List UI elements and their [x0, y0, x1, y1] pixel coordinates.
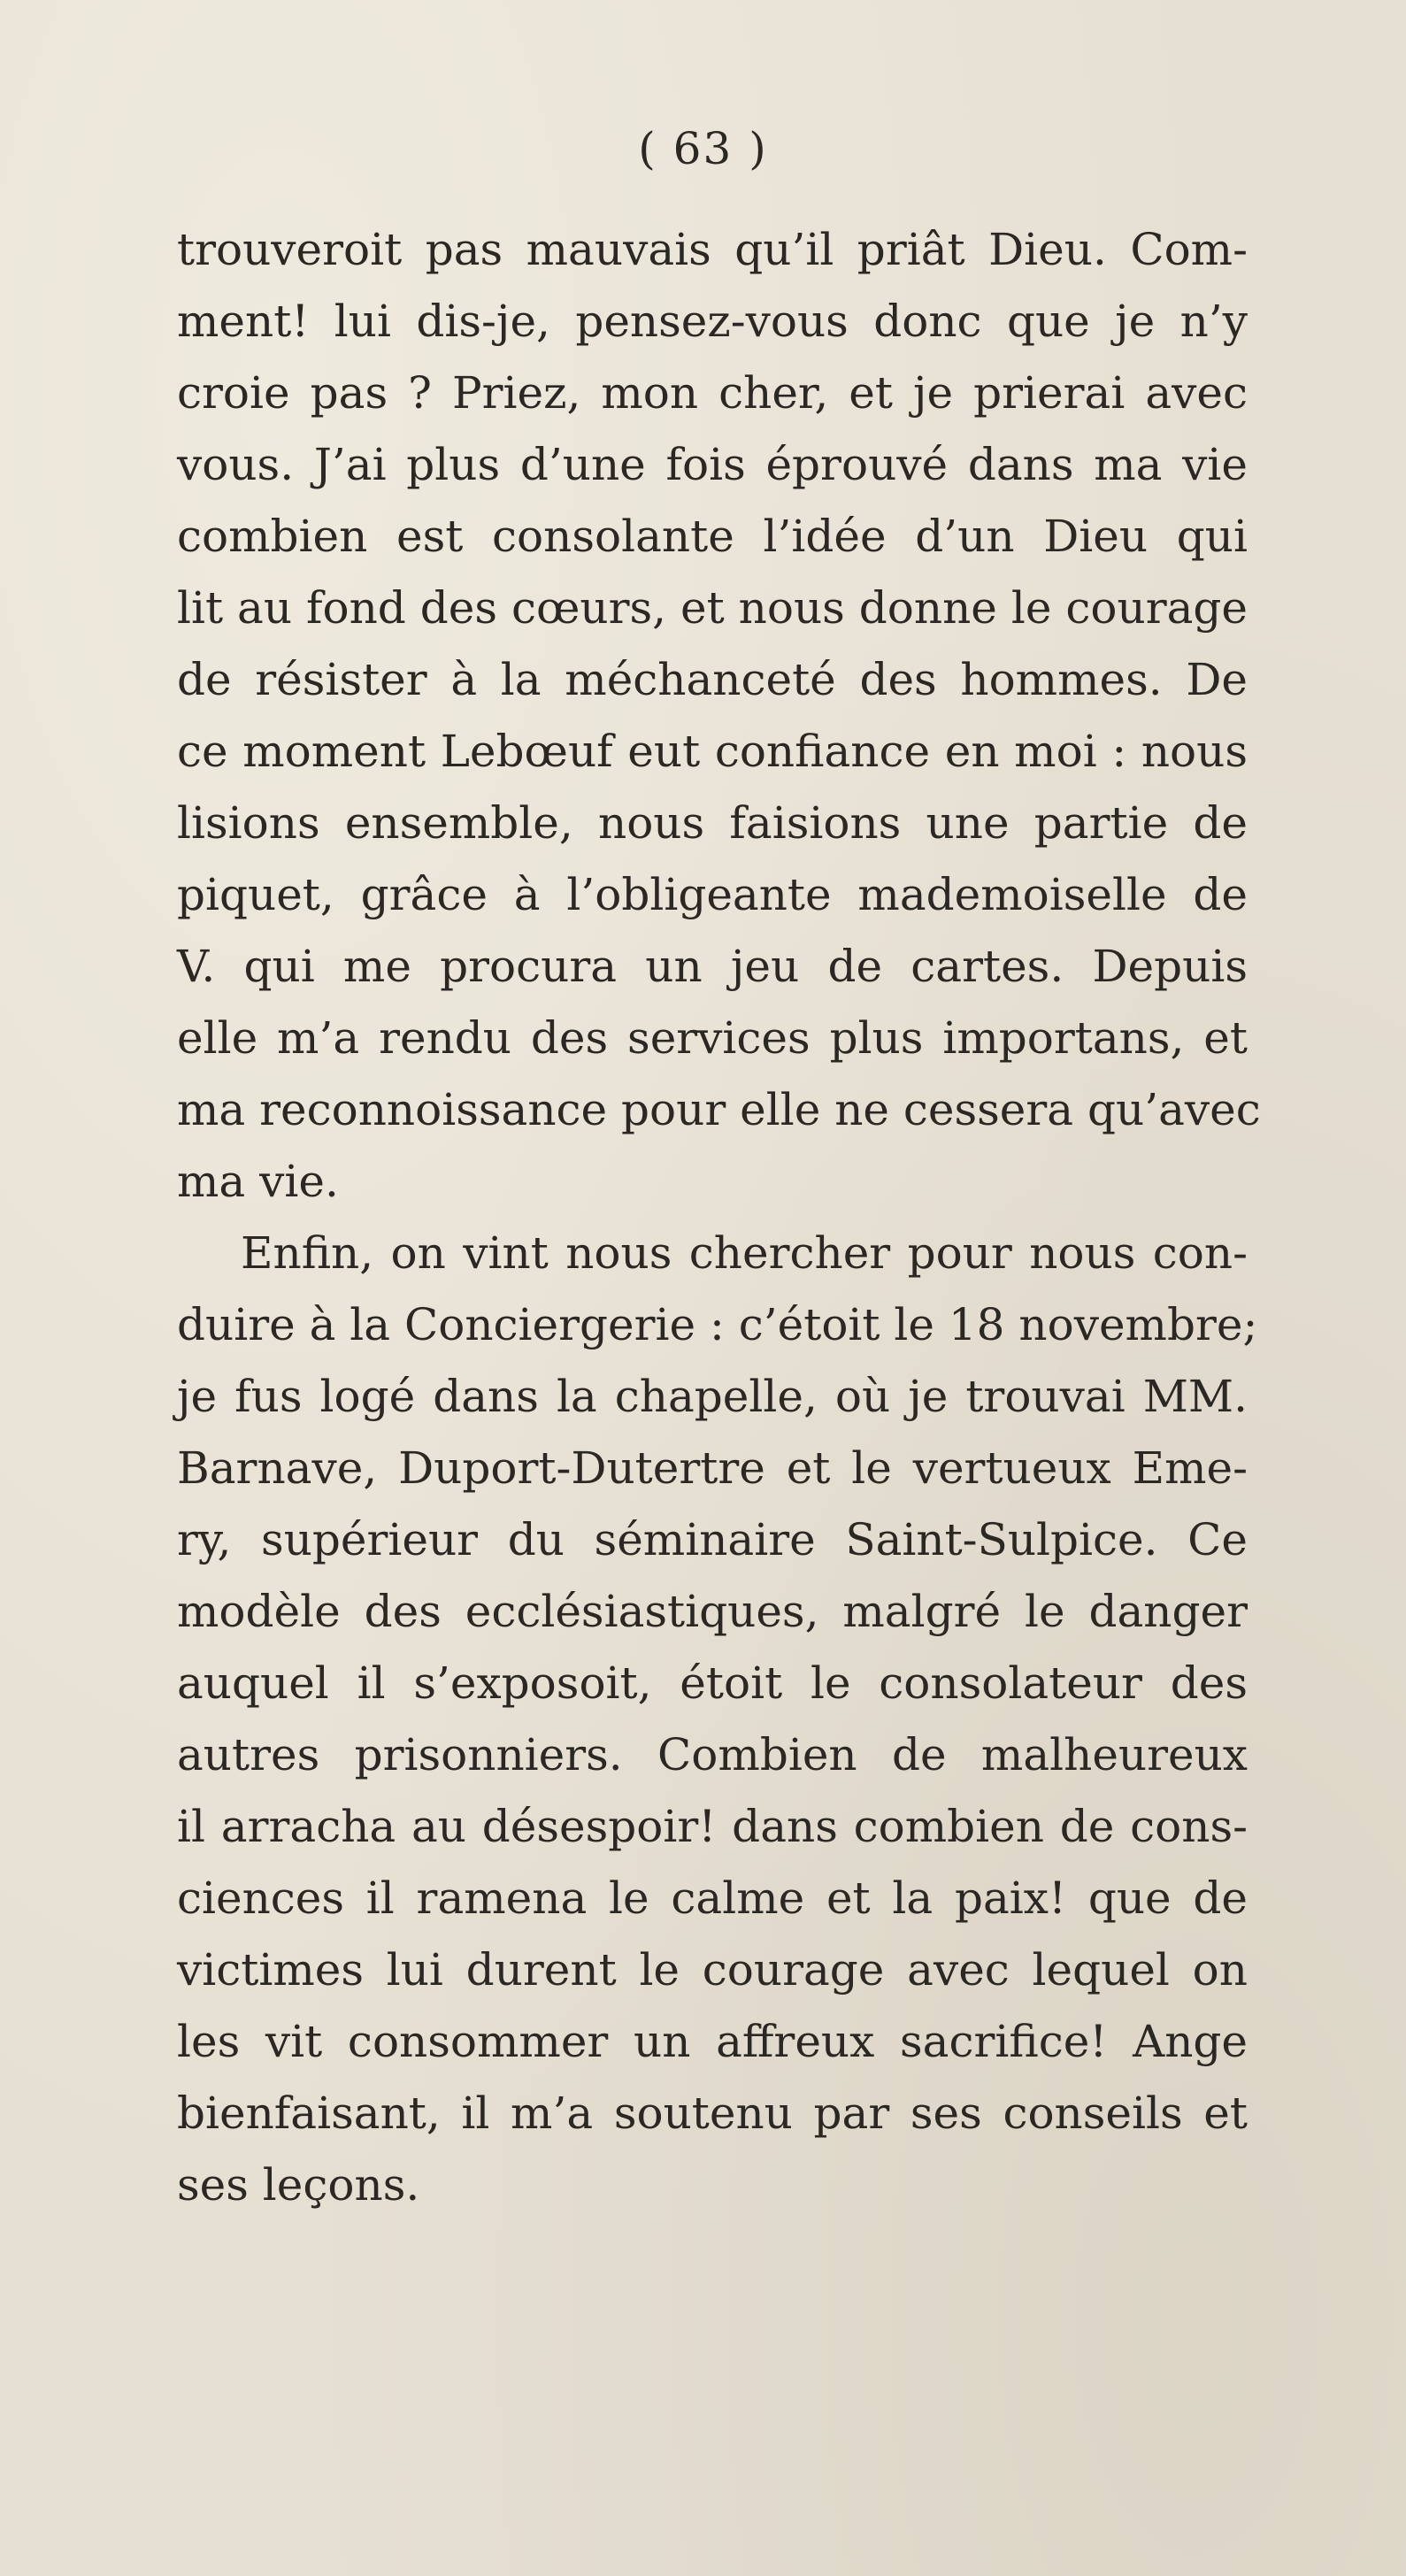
paragraph-1: [177, 214, 1261, 1218]
text-line: trouveroit pas mauvais qu’il priât Dieu. Com-: [177, 224, 1248, 275]
text-line: combien est consolante l’idée d’un Dieu qui: [177, 511, 1248, 562]
text-line: lit au fond des cœurs, et nous donne le courage: [177, 582, 1248, 634]
text-line: ma vie.: [177, 1156, 339, 1207]
text-line: victimes lui durent le courage avec lequel on: [177, 1944, 1248, 1995]
text-line: ce moment Lebœuf eut confiance en moi : nous: [177, 726, 1248, 777]
text-line: les vit consommer un affreux sacrifice! Ange: [177, 2016, 1248, 2067]
text-line: elle m’a rendu des services plus importans, et: [177, 1012, 1248, 1064]
text-line: modèle des ecclésiastiques, malgré le danger: [177, 1586, 1248, 1637]
text-line: Enfin, on vint nous chercher pour nous con-: [241, 1227, 1248, 1279]
text-line: duire à la Conciergerie : c’étoit le 18 novembre;: [177, 1299, 1258, 1350]
text-line: ses leçons.: [177, 2159, 420, 2211]
page-number: ( 63 ): [638, 123, 768, 174]
text-line: croie pas ? Priez, mon cher, et je prierai avec: [177, 367, 1248, 419]
text-line: ma reconnoissance pour elle ne cessera qu’avec: [177, 1084, 1261, 1135]
text-line: lisions ensemble, nous faisions une partie de: [177, 797, 1248, 849]
text-line: de résister à la méchanceté des hommes. De: [177, 654, 1248, 705]
text-line: il arracha au désespoir! dans combien de cons-: [177, 1801, 1248, 1852]
paragraph-2: [177, 1218, 1258, 2221]
text-line: bienfaisant, il m’a soutenu par ses conseils et: [177, 2088, 1248, 2139]
text-line: piquet, grâce à l’obligeante mademoiselle de: [177, 869, 1248, 920]
body-text: [177, 214, 1261, 2221]
text-line: je fus logé dans la chapelle, où je trouvai MM.: [177, 1371, 1248, 1422]
text-line: ciences il ramena le calme et la paix! que de: [177, 1872, 1248, 1924]
text-line: auquel il s’exposoit, étoit le consolateur des: [177, 1657, 1248, 1709]
text-line: autres prisonniers. Combien de malheureux: [177, 1729, 1248, 1780]
text-line: vous. J’ai plus d’une fois éprouvé dans ma vie: [177, 439, 1248, 490]
text-line: Barnave, Duport-Dutertre et le vertueux Eme-: [177, 1442, 1248, 1494]
text-line: ment! lui dis-je, pensez-vous donc que je n’y: [177, 296, 1248, 347]
text-line: ry, supérieur du séminaire Saint-Sulpice. Ce: [177, 1514, 1248, 1565]
text-line: V. qui me procura un jeu de cartes. Depuis: [177, 941, 1248, 992]
